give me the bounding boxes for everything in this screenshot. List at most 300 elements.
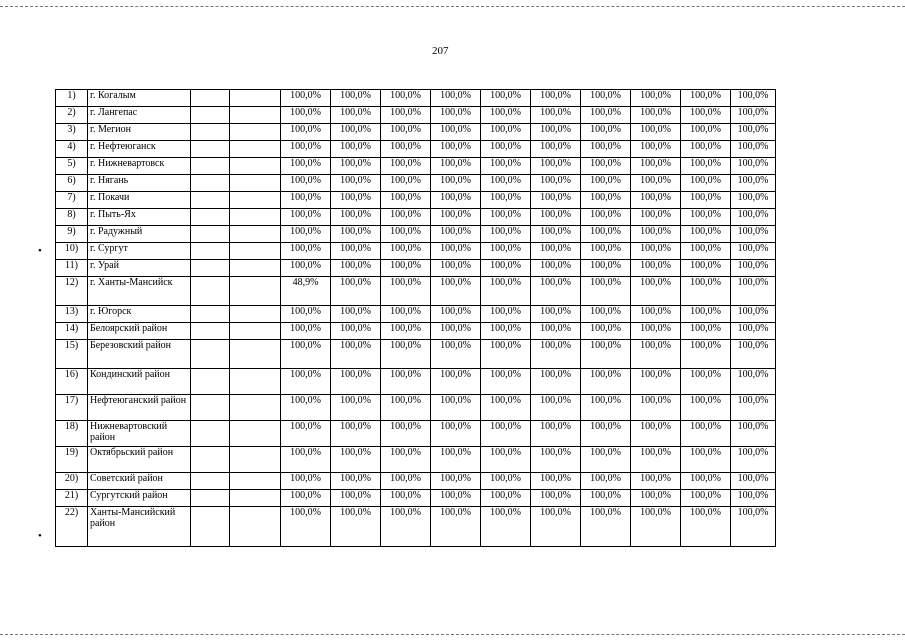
municipality-name: г. Нижневартовск <box>88 158 191 175</box>
municipality-name: Белоярский район <box>88 323 191 340</box>
percent-value: 100,0% <box>481 158 531 175</box>
percent-value: 100,0% <box>281 158 331 175</box>
table-row <box>56 369 776 395</box>
row-number: 20) <box>56 473 88 490</box>
percent-value: 100,0% <box>481 226 531 243</box>
page-number: 207 <box>432 45 449 57</box>
empty-cell <box>230 226 281 243</box>
percent-value: 100,0% <box>381 369 431 395</box>
percent-value: 100,0% <box>731 243 776 260</box>
percent-value: 100,0% <box>631 447 681 473</box>
percent-value: 100,0% <box>481 243 531 260</box>
percent-value: 100,0% <box>631 421 681 447</box>
row-number: 7) <box>56 192 88 209</box>
percent-value: 100,0% <box>381 192 431 209</box>
percent-value: 100,0% <box>531 490 581 507</box>
percent-value: 100,0% <box>281 175 331 192</box>
percent-value: 100,0% <box>381 141 431 158</box>
row-number: 18) <box>56 421 88 447</box>
municipality-name: г. Нефтеюганск <box>88 141 191 158</box>
percent-value: 100,0% <box>431 226 481 243</box>
percent-value: 100,0% <box>331 192 381 209</box>
percent-value: 100,0% <box>731 421 776 447</box>
empty-cell <box>191 490 230 507</box>
percent-value: 100,0% <box>481 192 531 209</box>
empty-cell <box>230 90 281 107</box>
empty-cell <box>191 395 230 421</box>
row-number: 13) <box>56 306 88 323</box>
table-row <box>56 490 776 507</box>
percent-value: 100,0% <box>631 260 681 277</box>
table-row <box>56 277 776 306</box>
percent-value: 100,0% <box>431 158 481 175</box>
percent-value: 100,0% <box>681 507 731 547</box>
percent-value: 100,0% <box>381 124 431 141</box>
empty-cell <box>191 226 230 243</box>
empty-cell <box>191 175 230 192</box>
empty-cell <box>230 158 281 175</box>
percent-value: 100,0% <box>331 90 381 107</box>
row-number: 5) <box>56 158 88 175</box>
percent-value: 100,0% <box>681 421 731 447</box>
percent-value: 100,0% <box>281 107 331 124</box>
percent-value: 100,0% <box>731 226 776 243</box>
percent-value: 100,0% <box>581 260 631 277</box>
percent-value: 100,0% <box>581 124 631 141</box>
percent-value: 100,0% <box>381 421 431 447</box>
percent-value: 100,0% <box>431 340 481 369</box>
percent-value: 100,0% <box>531 447 581 473</box>
municipality-name: Нефтеюганский район <box>88 395 191 421</box>
percent-value: 100,0% <box>731 209 776 226</box>
percent-value: 100,0% <box>281 447 331 473</box>
percent-value: 100,0% <box>631 507 681 547</box>
empty-cell <box>191 158 230 175</box>
percent-value: 100,0% <box>581 306 631 323</box>
table-row <box>56 90 776 107</box>
percent-value: 100,0% <box>681 90 731 107</box>
empty-cell <box>191 124 230 141</box>
table-row <box>56 421 776 447</box>
percent-value: 100,0% <box>431 369 481 395</box>
percent-value: 100,0% <box>481 395 531 421</box>
table-row <box>56 323 776 340</box>
percent-value: 100,0% <box>531 260 581 277</box>
percent-value: 100,0% <box>681 226 731 243</box>
percent-value: 100,0% <box>431 473 481 490</box>
percent-value: 100,0% <box>731 340 776 369</box>
percent-value: 100,0% <box>681 306 731 323</box>
percent-value: 100,0% <box>331 124 381 141</box>
percent-value: 100,0% <box>581 340 631 369</box>
percent-value: 100,0% <box>481 306 531 323</box>
percent-value: 100,0% <box>381 243 431 260</box>
percent-value: 100,0% <box>731 490 776 507</box>
empty-cell <box>230 490 281 507</box>
percent-value: 100,0% <box>731 141 776 158</box>
empty-cell <box>191 306 230 323</box>
percent-value: 100,0% <box>281 192 331 209</box>
empty-cell <box>230 340 281 369</box>
percent-value: 100,0% <box>581 90 631 107</box>
percent-value: 100,0% <box>531 395 581 421</box>
percent-value: 100,0% <box>581 209 631 226</box>
table-row <box>56 141 776 158</box>
percent-value: 100,0% <box>581 277 631 306</box>
percent-value: 100,0% <box>281 141 331 158</box>
empty-cell <box>191 369 230 395</box>
empty-cell <box>191 260 230 277</box>
municipality-name: г. Радужный <box>88 226 191 243</box>
percent-value: 100,0% <box>681 490 731 507</box>
percent-value: 100,0% <box>631 369 681 395</box>
empty-cell <box>230 260 281 277</box>
percent-value: 100,0% <box>531 369 581 395</box>
percent-value: 100,0% <box>631 141 681 158</box>
percent-value: 100,0% <box>481 473 531 490</box>
percent-value: 100,0% <box>631 226 681 243</box>
percent-value: 100,0% <box>481 421 531 447</box>
percent-value: 100,0% <box>631 395 681 421</box>
percent-value: 100,0% <box>681 323 731 340</box>
percent-value: 100,0% <box>331 473 381 490</box>
percent-value: 100,0% <box>431 209 481 226</box>
percent-value: 100,0% <box>631 192 681 209</box>
municipality-name: Кондинский район <box>88 369 191 395</box>
municipality-name: г. Урай <box>88 260 191 277</box>
row-number: 16) <box>56 369 88 395</box>
percent-value: 100,0% <box>531 209 581 226</box>
municipality-name: г. Когалым <box>88 90 191 107</box>
percent-value: 100,0% <box>731 447 776 473</box>
percent-value: 100,0% <box>431 447 481 473</box>
percent-value: 100,0% <box>731 507 776 547</box>
percent-value: 100,0% <box>581 507 631 547</box>
empty-cell <box>230 175 281 192</box>
table-row <box>56 158 776 175</box>
percent-value: 100,0% <box>481 490 531 507</box>
percent-value: 100,0% <box>381 395 431 421</box>
percent-value: 100,0% <box>631 243 681 260</box>
empty-cell <box>230 421 281 447</box>
empty-cell <box>230 473 281 490</box>
percent-value: 100,0% <box>481 340 531 369</box>
empty-cell <box>191 209 230 226</box>
percent-value: 100,0% <box>581 473 631 490</box>
percent-value: 100,0% <box>631 306 681 323</box>
percent-value: 100,0% <box>681 277 731 306</box>
empty-cell <box>230 369 281 395</box>
data-table <box>55 89 776 547</box>
percent-value: 100,0% <box>281 473 331 490</box>
row-number: 21) <box>56 490 88 507</box>
municipality-name: г. Югорск <box>88 306 191 323</box>
percent-value: 100,0% <box>731 323 776 340</box>
percent-value: 100,0% <box>531 507 581 547</box>
empty-cell <box>191 107 230 124</box>
percent-value: 100,0% <box>331 141 381 158</box>
percent-value: 100,0% <box>681 192 731 209</box>
percent-value: 100,0% <box>281 369 331 395</box>
percent-value: 100,0% <box>331 490 381 507</box>
percent-value: 100,0% <box>681 447 731 473</box>
percent-value: 100,0% <box>431 490 481 507</box>
percent-value: 100,0% <box>281 90 331 107</box>
municipality-name: г. Нягань <box>88 175 191 192</box>
percent-value: 100,0% <box>331 306 381 323</box>
empty-cell <box>191 447 230 473</box>
percent-value: 100,0% <box>481 323 531 340</box>
row-number: 1) <box>56 90 88 107</box>
row-number: 9) <box>56 226 88 243</box>
percent-value: 100,0% <box>681 340 731 369</box>
row-number: 4) <box>56 141 88 158</box>
table-row <box>56 447 776 473</box>
percent-value: 100,0% <box>381 507 431 547</box>
percent-value: 100,0% <box>281 507 331 547</box>
percent-value: 100,0% <box>731 260 776 277</box>
percent-value: 100,0% <box>281 226 331 243</box>
row-number: 3) <box>56 124 88 141</box>
percent-value: 100,0% <box>731 277 776 306</box>
percent-value: 100,0% <box>531 306 581 323</box>
percent-value: 100,0% <box>681 260 731 277</box>
row-number: 6) <box>56 175 88 192</box>
percent-value: 100,0% <box>631 209 681 226</box>
table-row <box>56 226 776 243</box>
percent-value: 100,0% <box>431 260 481 277</box>
table-row <box>56 260 776 277</box>
table-body <box>56 90 776 547</box>
municipality-name: Ханты-Мансийский район <box>88 507 191 547</box>
row-number: 22) <box>56 507 88 547</box>
percent-value: 100,0% <box>531 158 581 175</box>
percent-value: 100,0% <box>331 369 381 395</box>
empty-cell <box>230 395 281 421</box>
percent-value: 100,0% <box>681 124 731 141</box>
percent-value: 100,0% <box>431 306 481 323</box>
municipality-name: г. Лангепас <box>88 107 191 124</box>
empty-cell <box>191 192 230 209</box>
row-number: 11) <box>56 260 88 277</box>
percent-value: 100,0% <box>681 243 731 260</box>
percent-value: 100,0% <box>481 141 531 158</box>
empty-cell <box>230 507 281 547</box>
percent-value: 100,0% <box>331 395 381 421</box>
percent-value: 100,0% <box>281 490 331 507</box>
empty-cell <box>230 192 281 209</box>
percent-value: 100,0% <box>531 226 581 243</box>
percent-value: 100,0% <box>531 340 581 369</box>
percent-value: 100,0% <box>731 192 776 209</box>
row-number: 10) <box>56 243 88 260</box>
percent-value: 100,0% <box>581 226 631 243</box>
table-row <box>56 107 776 124</box>
margin-mark: • <box>38 530 42 542</box>
empty-cell <box>191 243 230 260</box>
percent-value: 100,0% <box>581 323 631 340</box>
row-number: 17) <box>56 395 88 421</box>
empty-cell <box>230 141 281 158</box>
percent-value: 100,0% <box>531 473 581 490</box>
percent-value: 100,0% <box>581 158 631 175</box>
percent-value: 100,0% <box>431 507 481 547</box>
table-row <box>56 473 776 490</box>
margin-mark: • <box>38 245 42 257</box>
percent-value: 100,0% <box>481 447 531 473</box>
percent-value: 100,0% <box>631 124 681 141</box>
percent-value: 100,0% <box>581 192 631 209</box>
percent-value: 100,0% <box>331 323 381 340</box>
percent-value: 100,0% <box>631 158 681 175</box>
empty-cell <box>191 421 230 447</box>
percent-value: 100,0% <box>531 124 581 141</box>
percent-value: 100,0% <box>681 209 731 226</box>
scan-edge-top <box>0 6 905 7</box>
percent-value: 100,0% <box>531 323 581 340</box>
empty-cell <box>191 340 230 369</box>
percent-value: 100,0% <box>531 107 581 124</box>
percent-value: 100,0% <box>381 277 431 306</box>
percent-value: 100,0% <box>681 175 731 192</box>
percent-value: 100,0% <box>381 226 431 243</box>
percent-value: 100,0% <box>481 260 531 277</box>
empty-cell <box>230 447 281 473</box>
percent-value: 100,0% <box>531 192 581 209</box>
percent-value: 100,0% <box>431 107 481 124</box>
percent-value: 100,0% <box>431 277 481 306</box>
table-row <box>56 124 776 141</box>
empty-cell <box>230 243 281 260</box>
percent-value: 100,0% <box>581 447 631 473</box>
percent-value: 100,0% <box>731 158 776 175</box>
empty-cell <box>230 107 281 124</box>
percent-value: 100,0% <box>431 192 481 209</box>
percent-value: 100,0% <box>431 90 481 107</box>
percent-value: 100,0% <box>731 90 776 107</box>
percent-value: 100,0% <box>731 175 776 192</box>
percent-value: 100,0% <box>431 124 481 141</box>
percent-value: 100,0% <box>581 421 631 447</box>
table-row <box>56 507 776 547</box>
percent-value: 100,0% <box>731 107 776 124</box>
percent-value: 100,0% <box>481 175 531 192</box>
percent-value: 100,0% <box>331 340 381 369</box>
percent-value: 100,0% <box>331 507 381 547</box>
percent-value: 48,9% <box>281 277 331 306</box>
percent-value: 100,0% <box>581 369 631 395</box>
percent-value: 100,0% <box>331 158 381 175</box>
percent-value: 100,0% <box>281 243 331 260</box>
percent-value: 100,0% <box>531 141 581 158</box>
municipality-name: Березовский район <box>88 340 191 369</box>
percent-value: 100,0% <box>331 243 381 260</box>
percent-value: 100,0% <box>381 473 431 490</box>
percent-value: 100,0% <box>381 340 431 369</box>
percent-value: 100,0% <box>731 124 776 141</box>
percent-value: 100,0% <box>531 421 581 447</box>
percent-value: 100,0% <box>531 175 581 192</box>
percent-value: 100,0% <box>531 243 581 260</box>
percent-value: 100,0% <box>381 107 431 124</box>
municipality-name: г. Покачи <box>88 192 191 209</box>
percent-value: 100,0% <box>381 175 431 192</box>
percent-value: 100,0% <box>431 323 481 340</box>
percent-value: 100,0% <box>431 395 481 421</box>
percent-value: 100,0% <box>431 141 481 158</box>
percent-value: 100,0% <box>631 107 681 124</box>
percent-value: 100,0% <box>731 369 776 395</box>
table-row <box>56 243 776 260</box>
percent-value: 100,0% <box>481 124 531 141</box>
row-number: 2) <box>56 107 88 124</box>
percent-value: 100,0% <box>731 395 776 421</box>
municipality-name: г. Пыть-Ях <box>88 209 191 226</box>
percent-value: 100,0% <box>281 395 331 421</box>
table-row <box>56 395 776 421</box>
percent-value: 100,0% <box>381 260 431 277</box>
percent-value: 100,0% <box>331 421 381 447</box>
municipality-name: Сургутский район <box>88 490 191 507</box>
percent-value: 100,0% <box>381 323 431 340</box>
empty-cell <box>230 277 281 306</box>
percent-value: 100,0% <box>381 490 431 507</box>
row-number: 8) <box>56 209 88 226</box>
percent-value: 100,0% <box>281 260 331 277</box>
percent-value: 100,0% <box>381 447 431 473</box>
percent-value: 100,0% <box>581 395 631 421</box>
percent-value: 100,0% <box>281 323 331 340</box>
percent-value: 100,0% <box>481 369 531 395</box>
percent-value: 100,0% <box>681 107 731 124</box>
empty-cell <box>230 209 281 226</box>
empty-cell <box>191 90 230 107</box>
percent-value: 100,0% <box>631 90 681 107</box>
municipality-name: г. Мегион <box>88 124 191 141</box>
percent-value: 100,0% <box>581 490 631 507</box>
municipality-name: г. Сургут <box>88 243 191 260</box>
percent-value: 100,0% <box>331 277 381 306</box>
percent-value: 100,0% <box>481 107 531 124</box>
percent-value: 100,0% <box>281 209 331 226</box>
percent-value: 100,0% <box>481 277 531 306</box>
percent-value: 100,0% <box>431 175 481 192</box>
percent-value: 100,0% <box>431 243 481 260</box>
percent-value: 100,0% <box>531 277 581 306</box>
percent-value: 100,0% <box>331 107 381 124</box>
table-row <box>56 340 776 369</box>
percent-value: 100,0% <box>681 158 731 175</box>
percent-value: 100,0% <box>481 90 531 107</box>
percent-value: 100,0% <box>631 277 681 306</box>
percent-value: 100,0% <box>631 473 681 490</box>
empty-cell <box>191 323 230 340</box>
percent-value: 100,0% <box>281 421 331 447</box>
municipality-name: Октябрьский район <box>88 447 191 473</box>
percent-value: 100,0% <box>281 306 331 323</box>
row-number: 15) <box>56 340 88 369</box>
empty-cell <box>191 141 230 158</box>
percent-value: 100,0% <box>381 306 431 323</box>
percent-value: 100,0% <box>381 158 431 175</box>
table-row <box>56 192 776 209</box>
percent-value: 100,0% <box>431 421 481 447</box>
scan-edge-bottom <box>0 634 905 635</box>
table-row <box>56 306 776 323</box>
percent-value: 100,0% <box>731 306 776 323</box>
percent-value: 100,0% <box>681 473 731 490</box>
row-number: 19) <box>56 447 88 473</box>
